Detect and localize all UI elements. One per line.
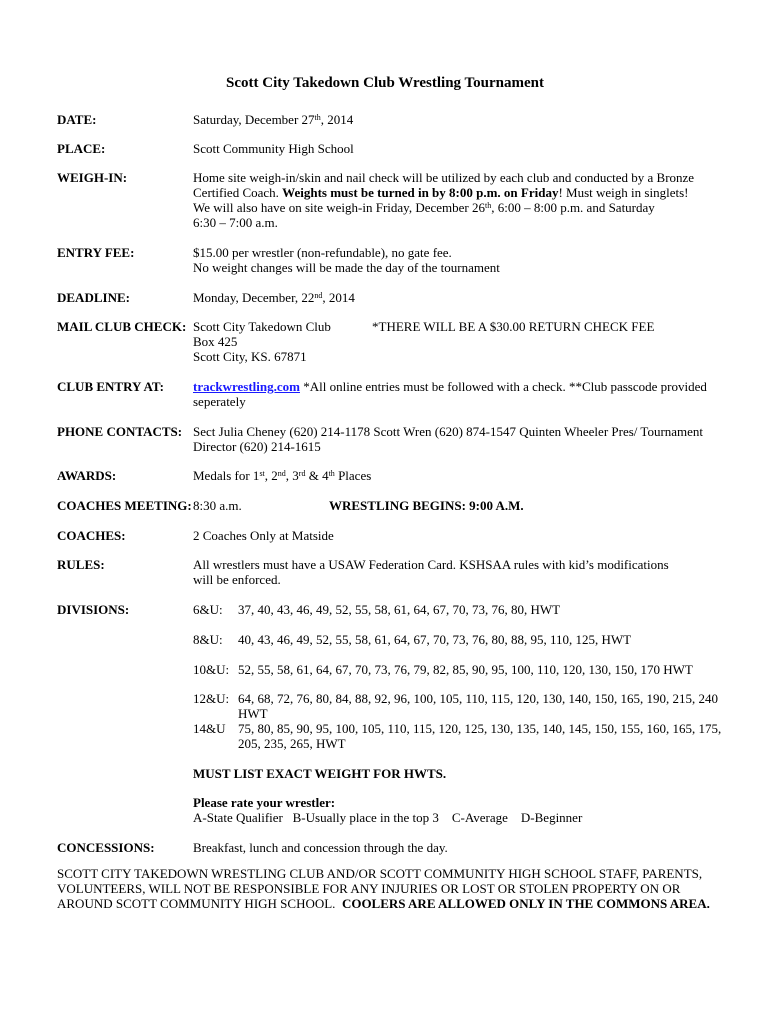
rules-value: All wrestlers must have a USAW Federation Card. KSHSAA rules with kid’s modifications will be enforced.: [193, 557, 669, 587]
mail-address: Scott City Takedown Club Box 425 Scott City, KS. 67871: [193, 319, 331, 364]
deadline-label: DEADLINE:: [57, 290, 130, 305]
weighin-value: Home site weigh-in/skin and nail check will be utilized by each club and conducted by a Bronze Certified Coach. Weights must be turned in by 8:00 p.m. on Friday! Must weigh in singlets! We will also have on site weigh-in Friday, December 26th, 6:00 – 8:00 p.m. and Saturday 6:30 – 7:00 a.m.: [193, 170, 695, 230]
date-label: DATE:: [57, 112, 97, 127]
division-code: 6&U:: [193, 602, 223, 617]
awards-value: Medals for 1st, 2nd, 3rd & 4th Places: [193, 468, 372, 483]
mail-label: MAIL CLUB CHECK:: [57, 319, 187, 334]
deadline-value: Monday, December, 22nd, 2014: [193, 290, 355, 305]
division-weights: 37, 40, 43, 46, 49, 52, 55, 58, 61, 64, 67, 70, 73, 76, 80, HWT: [238, 602, 561, 617]
place-label: PLACE:: [57, 141, 106, 156]
division-weights: 52, 55, 58, 61, 64, 67, 70, 73, 76, 79, 82, 85, 90, 95, 100, 110, 120, 130, 150, 170 HWT: [238, 662, 693, 677]
phone-label: PHONE CONTACTS:: [57, 424, 183, 439]
page-title: Scott City Takedown Club Wrestling Tournament: [226, 75, 544, 91]
club-entry-label: CLUB ENTRY AT:: [57, 379, 164, 394]
divisions-label: DIVISIONS:: [57, 602, 130, 617]
must-list-note: MUST LIST EXACT WEIGHT FOR HWTS.: [193, 766, 447, 781]
concessions-value: Breakfast, lunch and concession through the day.: [193, 840, 448, 855]
liability-disclaimer: SCOTT CITY TAKEDOWN WRESTLING CLUB AND/OR SCOTT COMMUNITY HIGH SCHOOL STAFF, PARENTS, VOLUNTEERS, WILL NOT BE RESPONSIBLE FOR ANY INJURIES OR LOST OR STOLEN PROPERTY ON OR AROUND SCOTT COMMUNITY HIGH SCHOOL. COOLERS ARE ALLOWED ONLY IN THE COMMONS AREA.: [57, 866, 710, 911]
weighin-label: WEIGH-IN:: [57, 170, 128, 185]
division-weights: 75, 80, 85, 90, 95, 100, 105, 110, 115, 120, 125, 130, 135, 140, 145, 150, 155, 160, 165, 175, 205, 235, 265, HWT: [238, 721, 722, 751]
rules-label: RULES:: [57, 557, 105, 572]
division-code: 10&U:: [193, 662, 230, 677]
club-entry-value: trackwrestling.com *All online entries must be followed with a check. **Club passcode provided seperately: [193, 379, 707, 409]
wrestling-begins: WRESTLING BEGINS: 9:00 A.M.: [329, 498, 524, 513]
division-code: 8&U:: [193, 632, 223, 647]
meeting-value: 8:30 a.m.: [193, 498, 242, 513]
awards-label: AWARDS:: [57, 468, 117, 483]
entry-fee-value: $15.00 per wrestler (non-refundable), no gate fee. No weight changes will be made the day of the tournament: [193, 245, 500, 275]
rate-wrestler: Please rate your wrestler: A-State Qualifier B-Usually place in the top 3 C-Average D-Beginner: [193, 795, 583, 825]
return-check-note: *THERE WILL BE A $30.00 RETURN CHECK FEE: [372, 319, 655, 334]
coaches-value: 2 Coaches Only at Matside: [193, 528, 334, 543]
coaches-label: COACHES:: [57, 528, 126, 543]
division-code: 12&U:: [193, 691, 230, 706]
phone-value: Sect Julia Cheney (620) 214-1178 Scott Wren (620) 874-1547 Quinten Wheeler Pres/ Tournament Director (620) 214-1615: [193, 424, 704, 454]
place-value: Scott Community High School: [193, 141, 354, 156]
trackwrestling-link[interactable]: trackwrestling.com: [193, 379, 300, 394]
concessions-label: CONCESSIONS:: [57, 840, 155, 855]
division-weights: 40, 43, 46, 49, 52, 55, 58, 61, 64, 67, 70, 73, 76, 80, 88, 95, 110, 125, HWT: [238, 632, 632, 647]
division-code: 14&U: [193, 721, 226, 736]
date-value: Saturday, December 27th, 2014: [193, 112, 354, 127]
meeting-label: COACHES MEETING:: [57, 498, 192, 513]
division-weights: 64, 68, 72, 76, 80, 84, 88, 92, 96, 100, 105, 110, 115, 120, 130, 140, 150, 165, 190, 215, 240 HWT: [238, 691, 719, 721]
entry-fee-label: ENTRY FEE:: [57, 245, 135, 260]
